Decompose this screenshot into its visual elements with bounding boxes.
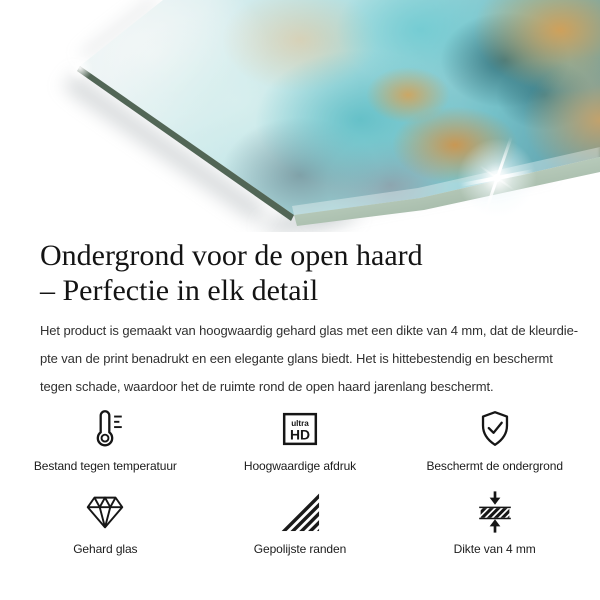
feature-grid <box>8 406 592 556</box>
description-line: tegen schade, waardoor het de ruimte rond de open haard jarenlang beschermt. <box>40 379 494 394</box>
thickness-4mm-icon <box>472 489 518 535</box>
feature-label: Dikte van 4 mm <box>453 542 536 556</box>
ultra-hd-text-top: ultra <box>291 419 309 429</box>
page-title-line1: Ondergrond voor de open haard <box>40 239 423 272</box>
feature-label: Bestand tegen temperatuur <box>33 459 177 473</box>
polished-edges-icon <box>277 489 323 535</box>
product-description <box>40 317 578 401</box>
thermometer-icon <box>82 406 128 452</box>
feature-temperature <box>8 406 203 473</box>
feature-label: Beschermt de ondergrond <box>426 459 563 473</box>
feature-polished-edges <box>203 489 398 556</box>
ultra-hd-icon <box>277 406 323 452</box>
feature-print-quality <box>203 406 398 473</box>
shield-check-icon <box>472 406 518 452</box>
glass-panel-artwork <box>0 0 600 232</box>
description-line: Het product is gemaakt van hoogwaardig gehard glas met een dikte van 4 mm, dat de kleurdie- <box>40 323 578 338</box>
ultra-hd-text-bottom: HD <box>289 426 311 443</box>
corner-highlight <box>66 54 94 82</box>
feature-label: Hoogwaardige afdruk <box>243 459 357 473</box>
diamond-icon <box>82 489 128 535</box>
feature-thickness <box>397 489 592 556</box>
product-photo <box>0 0 600 232</box>
page-title <box>40 238 560 308</box>
feature-label: Gepolijste randen <box>253 542 347 556</box>
description-line: pte van de print benadrukt en een elegante glans biedt. Het is hittebestendig en beschermt <box>40 351 553 366</box>
feature-tempered-glass <box>8 489 203 556</box>
page-title-line2: – Perfectie in elk detail <box>40 274 319 307</box>
feature-protects-surface <box>397 406 592 473</box>
feature-label: Gehard glas <box>73 542 138 556</box>
